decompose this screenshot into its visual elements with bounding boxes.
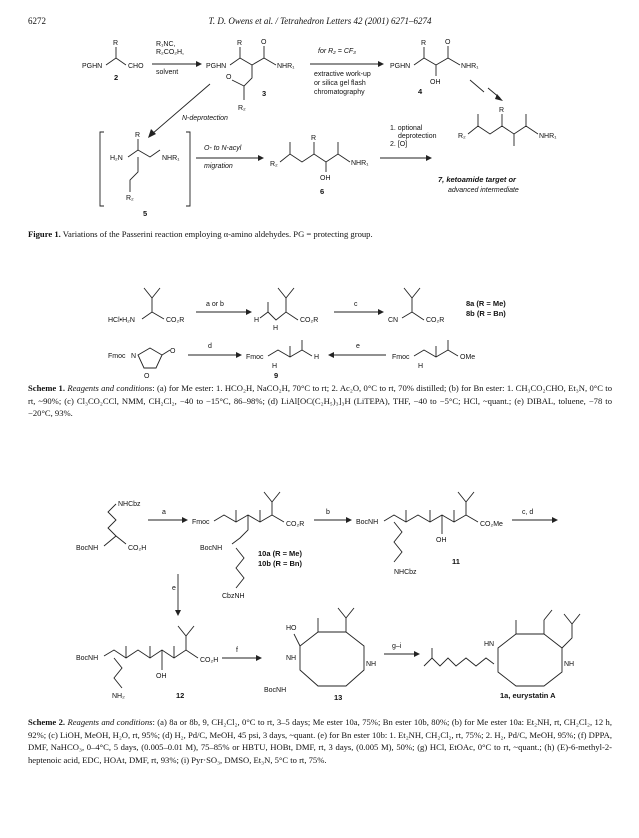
s1-co2r-2: CO₂R (300, 317, 319, 324)
s2-bocnh-13: BocNH (264, 687, 287, 694)
s1-e: e (356, 343, 360, 350)
fig1-r2-7: R₂ (458, 133, 466, 140)
s2-nh-13b: NH (366, 661, 377, 668)
s1-compound-9: 9 (274, 371, 279, 380)
s2-nh-13a: NH (286, 655, 297, 662)
scheme-1-caption-text: : (a) for Me ester: 1. HCO₂H, NaCO₂H, 70°C to rt; 2. Ac₂O, 0°C to rt, 70% distilled; (b) for Bn ester: 1. CH₃CO₂CHO, Et₃N, 0°C to rt, ~90%; (c) Cl₃CO₂CCl, NMM, CH₂Cl₂, −40 to −15°C, 86–98%; (d) LiAl[OC(C₂H₅)₃]₃H (LiTEPA), THF, −40 to −5°C; HCl, ~quant.; (e) DIBAL, toluene, −78 to −20°C, 93%. (28, 383, 612, 419)
s2-oh-12: OH (156, 673, 167, 680)
s2-nh-1a: NH (564, 661, 575, 668)
fig1-optional-3: 2. [O] (390, 141, 408, 148)
fig1-box-4: chromatography (314, 89, 365, 96)
s1-n-1: N (131, 353, 137, 360)
fig1-reagent-2: R₂CO₂H, (156, 49, 184, 56)
fig1-r-3: R (237, 40, 243, 47)
fig1-nhr1-5: NHR₁ (162, 155, 180, 162)
fig1-r-7: R (499, 107, 505, 114)
s1-fmoc-1: Fmoc (108, 353, 126, 360)
fig1-r2-5: R₂ (126, 195, 134, 202)
scheme-1-diagram (0, 262, 639, 382)
fig1-r: R (113, 40, 119, 47)
scheme-1-caption-italic: Reagents and conditions (67, 383, 153, 393)
fig1-compound-6: 6 (320, 187, 325, 196)
s2-b: b (326, 509, 330, 516)
s1-cn: CN (388, 317, 399, 324)
s1-h-ald: H (314, 354, 320, 361)
s2-ho: HO (286, 625, 297, 632)
fig1-compound-5: 5 (143, 209, 148, 218)
s1-h-9: H (272, 363, 278, 370)
s1-h-10: H (418, 363, 424, 370)
s1-o-1: O (170, 348, 176, 355)
fig1-oh-4: OH (430, 79, 441, 86)
s2-co2h: CO₂H (128, 545, 147, 552)
fig1-compound-3: 3 (262, 89, 267, 98)
fig1-o-4: O (445, 39, 451, 46)
s1-c: c (354, 301, 358, 308)
figure-1-caption-text: Variations of the Passerini reaction employing α-amino aldehydes. PG = protecting group. (62, 229, 373, 239)
fig1-nhr1-7: NHR₁ (539, 133, 557, 140)
fig1-box-2: extractive work-up (314, 71, 371, 78)
fig1-box-1: for R₂ = CF₃ (318, 48, 356, 55)
s2-eurystatin: 1a, eurystatin A (500, 691, 556, 700)
scheme-2-caption-label: Scheme 2. (28, 717, 66, 727)
fig1-compound-7b: advanced intermediate (448, 187, 519, 194)
s2-cbznh: CbzNH (222, 593, 245, 600)
scheme-1-caption-label: Scheme 1. (28, 383, 65, 393)
s1-o-2: O (144, 373, 150, 380)
fig1-r-6: R (311, 135, 317, 142)
scheme-2-caption-text: : (a) 8a or 8b, 9, CH₂Cl₂, 0°C to rt, 3–5 days; Me ester 10a, 75%; Bn ester 10b, 80%; (b) for Me ester 10a: Et₂NH, rt, CH₂Cl₂, 12 h, 92%; (c) LiOH, MeOH, H₂O, rt, 95%; (d) H₂, Pd/C, MeOH, 45 psi, 3 days, ~quant. (e) for Bn ester 10b: 1. Et₂NH, CH₂Cl₂, rt, 75%; 2. H₂, Pd/C, MeOH, 95%; (f) DPPA, DMF, NaHCO₃, 0–4°C, 5 days, (0.005–0.01 M), 75–85% or HBTU, HOBt, DMF, rt, 3 days, (0.005 M), 50%; (g) HCl, EtOAc, 0°C to rt, ~quant.; (h) (E)-6-methyl-2-heptenoic acid, EDC, HOAt, DMF, rt, 93%; (i) Pyr·SO₃, DMSO, Et₃N, 5°C to rt, 75%. (28, 717, 612, 765)
s1-hcl-h2n: HCl•H₂N (108, 317, 135, 324)
s1-nh: H (273, 325, 279, 332)
s2-g-i: g–i (392, 643, 402, 650)
s1-fmoc-3: Fmoc (392, 354, 410, 361)
fig1-pghn-4: PGHN (390, 63, 411, 70)
page-number: 6272 (28, 16, 46, 26)
s2-bocnh: BocNH (76, 545, 99, 552)
s2-bocnh-11: BocNH (356, 519, 379, 526)
s2-a: a (162, 509, 166, 516)
s1-d: d (208, 343, 212, 350)
scheme-2-diagram (0, 478, 639, 710)
fig1-r-5: R (135, 132, 141, 139)
fig1-optional-2: deprotection (398, 133, 437, 140)
s1-8a: 8a (R = Me) (466, 299, 506, 308)
fig1-reagent-1: R₁NC, (156, 41, 176, 48)
s2-fmoc: Fmoc (192, 519, 210, 526)
s1-co2r-3: CO₂R (426, 317, 445, 324)
fig1-nhr1-3: NHR₁ (277, 63, 295, 70)
s1-fmoc-2: Fmoc (246, 354, 264, 361)
fig1-pghn-3: PGHN (206, 63, 227, 70)
s2-compound-11: 11 (452, 557, 460, 566)
scheme-1-caption (28, 382, 612, 420)
fig1-n-deprotection: N-deprotection (182, 115, 228, 122)
figure-1-caption-label: Figure 1. (28, 229, 61, 239)
s2-compound-13: 13 (334, 693, 343, 702)
fig1-nhr1-4: NHR₁ (461, 63, 479, 70)
fig1-r2-6: R₂ (270, 161, 278, 168)
scheme-2-caption-italic: Reagents and conditions (67, 717, 153, 727)
s2-co2r: CO₂R (286, 521, 305, 528)
fig1-r-4: R (421, 40, 427, 47)
fig1-h2n: H₂N (110, 155, 123, 162)
s1-h: H (254, 317, 260, 324)
s2-bocnh-10: BocNH (200, 545, 223, 552)
s2-10b: 10b (R = Bn) (258, 559, 302, 568)
fig1-pghn: PGHN (82, 63, 103, 70)
journal-citation: T. D. Owens et al. / Tetrahedron Letters 42 (2001) 6271–6274 (208, 16, 432, 26)
s2-oh-11: OH (436, 537, 447, 544)
s2-compound-12: 12 (176, 691, 185, 700)
fig1-o-ester: O (226, 74, 232, 81)
s2-hn-1a: HN (484, 641, 495, 648)
fig1-reagent-3: solvent (156, 69, 179, 76)
fig1-compound-4: 4 (418, 87, 423, 96)
fig1-compound-7: 7, ketoamide target or (438, 175, 516, 184)
s2-nhcbz-11: NHCbz (394, 569, 417, 576)
s1-8b: 8b (R = Bn) (466, 309, 506, 318)
fig1-box-3: or silica gel flash (314, 80, 366, 87)
fig1-migration-2: migration (204, 163, 233, 170)
fig1-r2-3: R₂ (238, 105, 246, 112)
s2-nh2: NH₂ (112, 693, 125, 700)
fig1-migration-1: O- to N-acyl (204, 145, 242, 152)
fig1-cho: CHO (128, 63, 144, 70)
running-header (28, 16, 612, 30)
figure-1-caption (28, 228, 612, 241)
s1-ome: OMe (460, 354, 476, 361)
scheme-2-caption (28, 716, 612, 766)
s1-a-or-b: a or b (206, 301, 224, 308)
fig1-oh-6: OH (320, 175, 331, 182)
s2-f: f (236, 647, 238, 654)
s2-c-d: c, d (522, 509, 534, 516)
fig1-compound-2: 2 (114, 73, 119, 82)
s2-bocnh-12: BocNH (76, 655, 99, 662)
s2-e: e (172, 585, 176, 592)
s2-nhcbz: NHCbz (118, 501, 141, 508)
fig1-nhr1-6: NHR₁ (351, 160, 369, 167)
fig1-optional-1: 1. optional (390, 125, 423, 132)
s2-co2h-12: CO₂H (200, 657, 219, 664)
s2-co2me: CO₂Me (480, 521, 503, 528)
s1-co2r-1: CO₂R (166, 317, 185, 324)
fig1-o-3: O (261, 39, 267, 46)
figure-1-scheme (0, 34, 639, 224)
s2-10a: 10a (R = Me) (258, 549, 302, 558)
